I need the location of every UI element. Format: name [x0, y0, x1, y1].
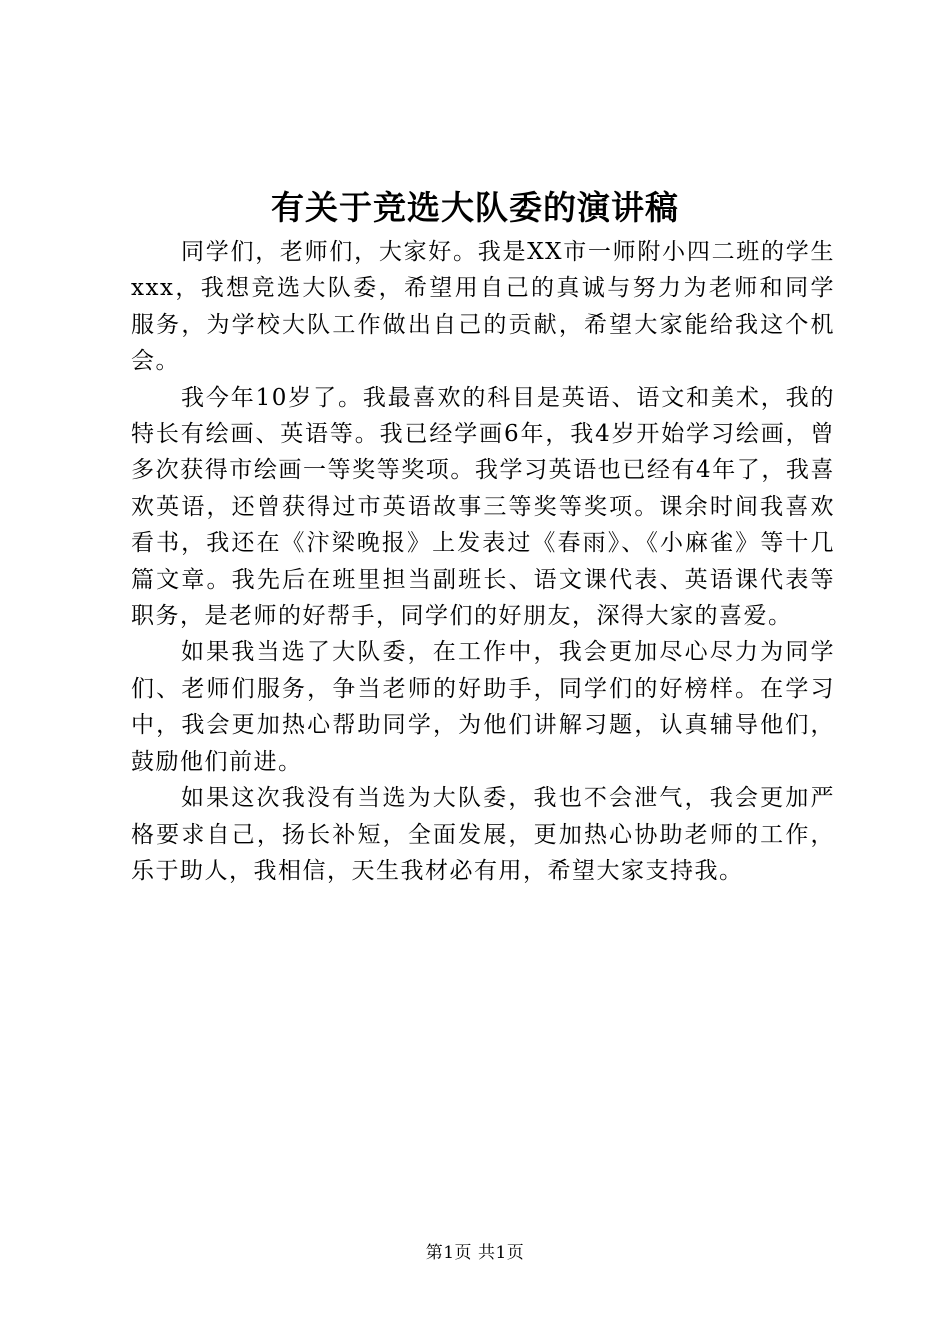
document-body	[131, 234, 835, 889]
paragraph-if-not-elected: 如果这次我没有当选为大队委，我也不会泄气，我会更加严格要求自己，扬长补短，全面发展，更加热心协助老师的工作，乐于助人，我相信，天生我材必有用，希望大家支持我。	[131, 785, 835, 884]
paragraph-if-elected: 如果我当选了大队委，在工作中，我会更加尽心尽力为同学们、老师们服务，争当老师的好助手，同学们的好榜样。在学习中，我会更加热心帮助同学，为他们讲解习题，认真辅导他们，鼓励他们前进。	[131, 639, 835, 775]
document-title: 有关于竞选大队委的演讲稿	[271, 188, 679, 227]
page-number-footer: 第1页 共1页	[425, 1243, 525, 1263]
paragraph-background: 我今年10岁了。我最喜欢的科目是英语、语文和美术，我的特长有绘画、英语等。我已经学画6年，我4岁开始学习绘画，曾多次获得市绘画一等奖等奖项。我学习英语也已经有4年了，我喜欢英语，还曾获得过市英语故事三等奖等奖项。课余时间我喜欢看书，我还在《汴梁晚报》上发表过《春雨》、《小麻雀》等十几篇文章。我先后在班里担当副班长、语文课代表、英语课代表等职务，是老师的好帮手，同学们的好朋友，深得大家的喜爱。	[131, 384, 835, 630]
paragraph-intro: 同学们，老师们，大家好。我是XX市一师附小四二班的学生xxx，我想竞选大队委，希望用自己的真诚与努力为老师和同学服务，为学校大队工作做出自己的贡献，希望大家能给我这个机会。	[131, 239, 835, 375]
